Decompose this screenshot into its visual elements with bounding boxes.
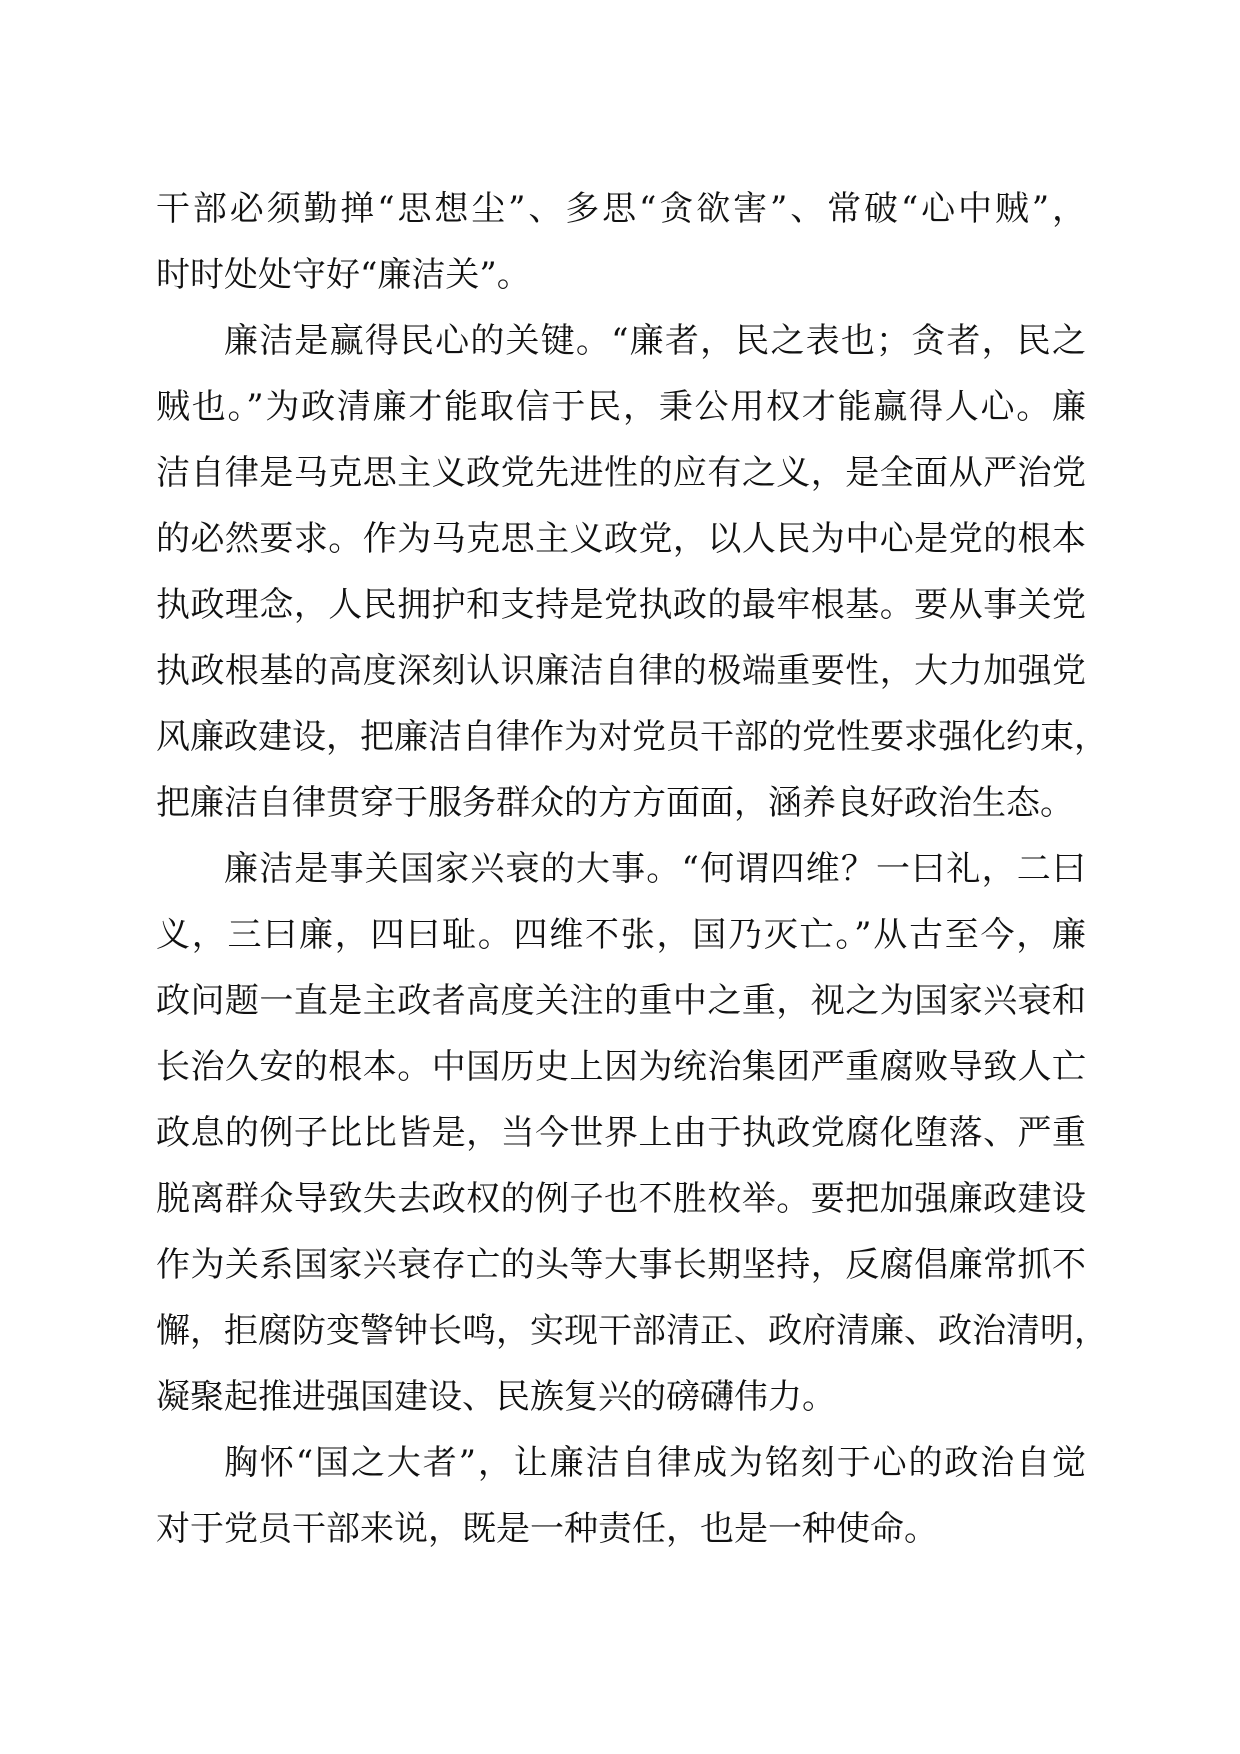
text-line: 廉洁是事关国家兴衰的大事。“何谓四维？一曰礼，二曰 [224, 849, 1086, 889]
text-line: 执政根基的高度深刻认识廉洁自律的极端重要性，大力加强党 [156, 651, 1086, 691]
text-line: 懈，拒腐防变警钟长鸣，实现干部清正、政府清廉、政治清明， [156, 1311, 1108, 1351]
text-line: 胸怀“国之大者”，让廉洁自律成为铭刻于心的政治自觉 [224, 1443, 1086, 1483]
text-line: 贼也。”为政清廉才能取信于民，秉公用权才能赢得人心。廉 [156, 387, 1086, 427]
text-line: 长治久安的根本。中国历史上因为统治集团严重腐败导致人亡 [156, 1047, 1086, 1087]
text-line: 脱离群众导致失去政权的例子也不胜枚举。要把加强廉政建设 [156, 1179, 1086, 1219]
text-line: 廉洁是赢得民心的关键。“廉者，民之表也；贪者，民之 [224, 321, 1086, 361]
text-line: 时时处处守好“廉洁关”。 [156, 255, 531, 295]
text-line: 义，三曰廉，四曰耻。四维不张，国乃灭亡。”从古至今，廉 [156, 915, 1086, 955]
text-line: 风廉政建设，把廉洁自律作为对党员干部的党性要求强化约束， [156, 717, 1108, 757]
text-line: 执政理念，人民拥护和支持是党执政的最牢根基。要从事关党 [156, 585, 1086, 625]
paragraph-2 [156, 308, 1108, 836]
document-body [156, 176, 1108, 1562]
text-line: 洁自律是马克思主义政党先进性的应有之义，是全面从严治党 [156, 453, 1086, 493]
text-line: 作为关系国家兴衰存亡的头等大事长期坚持，反腐倡廉常抓不 [156, 1245, 1086, 1285]
text-line: 凝聚起推进强国建设、民族复兴的磅礴伟力。 [156, 1377, 836, 1417]
text-line: 的必然要求。作为马克思主义政党，以人民为中心是党的根本 [156, 519, 1086, 559]
text-line: 政问题一直是主政者高度关注的重中之重，视之为国家兴衰和 [156, 981, 1086, 1021]
paragraph-1 [156, 176, 1086, 308]
text-line: 干部必须勤掸“思想尘”、多思“贪欲害”、常破“心中贼”， [156, 189, 1086, 229]
text-line: 对于党员干部来说，既是一种责任，也是一种使命。 [156, 1509, 938, 1549]
paragraph-4 [156, 1430, 1086, 1562]
text-line: 政息的例子比比皆是，当今世界上由于执政党腐化堕落、严重 [156, 1113, 1086, 1153]
text-line: 把廉洁自律贯穿于服务群众的方方面面，涵养良好政治生态。 [156, 783, 1074, 823]
paragraph-3 [156, 836, 1108, 1430]
